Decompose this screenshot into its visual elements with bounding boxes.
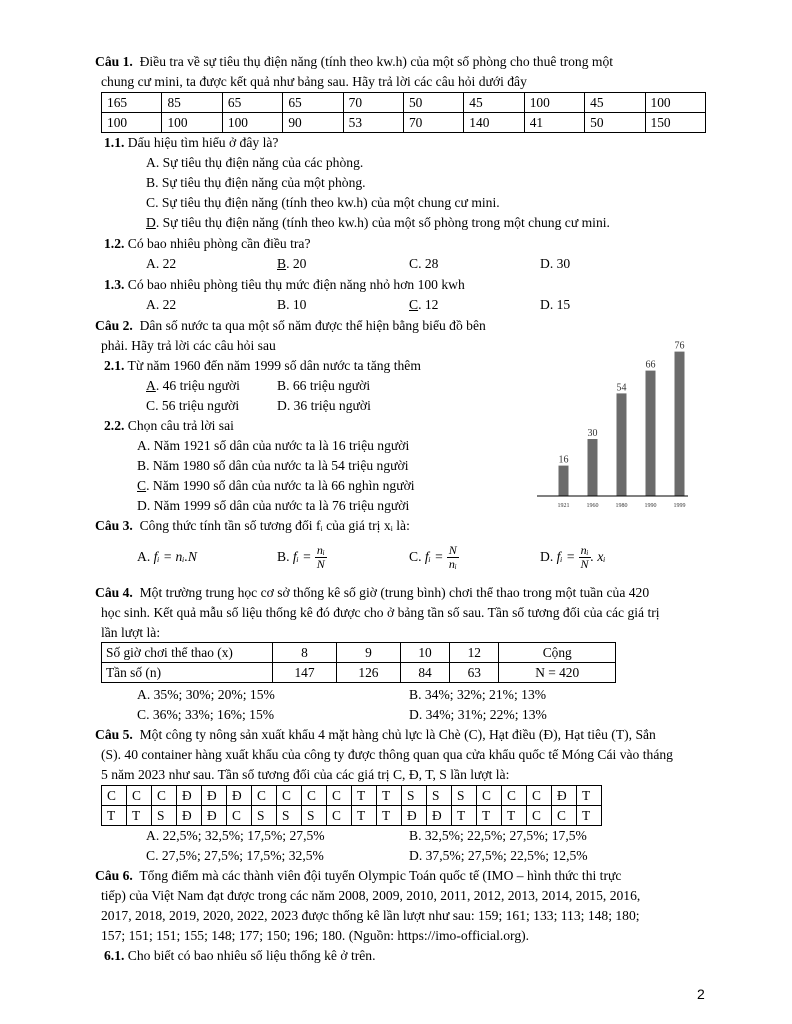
table-row <box>102 806 602 826</box>
fraction-denominator: N <box>580 557 589 572</box>
chart-value-label-1999: 76 <box>674 340 685 352</box>
q2-text2: phải. Hãy trả lời các câu hỏi sau <box>101 338 276 353</box>
table-cell: 50 <box>585 113 645 133</box>
table-cell: S <box>302 806 327 826</box>
chart-tick-label-1980: 1980 <box>615 503 628 509</box>
chart-value-label-1921: 16 <box>558 454 569 466</box>
table-cell: T <box>577 786 602 806</box>
q1-3-option-a: A. 22 <box>146 297 177 312</box>
q1-1-question <box>104 133 278 153</box>
table-cell: T <box>352 806 377 826</box>
table-cell: 45 <box>464 93 524 113</box>
q2-2-label: 2.2. <box>104 418 125 433</box>
table-cell: Đ <box>202 786 227 806</box>
q1-3-text: Có bao nhiêu phòng tiêu thụ mức điện năng nhỏ hơn 100 kwh <box>127 277 465 292</box>
table-cell: 165 <box>102 93 162 113</box>
q4-line1 <box>95 583 649 603</box>
option-text: . 20 <box>286 256 307 271</box>
table-cell: 45 <box>585 93 645 113</box>
table-row <box>102 643 616 663</box>
q1-2-text: Có bao nhiêu phòng cần điều tra? <box>127 236 311 251</box>
q5-text3: 5 năm 2023 như sau. Tần số tương đối của các giá trị C, Đ, T, S lần lượt là: <box>101 767 510 782</box>
population-bar-chart <box>535 326 690 516</box>
q1-line1 <box>95 52 613 72</box>
chart-bar-1999 <box>675 352 685 496</box>
table-cell: 65 <box>222 93 282 113</box>
chart-value-label-1980: 54 <box>616 382 627 394</box>
table-cell: S <box>252 806 277 826</box>
table-cell: T <box>377 806 402 826</box>
chart-bar-1980 <box>617 393 627 496</box>
table-cell: C <box>477 786 502 806</box>
table-cell: 70 <box>403 113 463 133</box>
q2-2-question <box>104 416 234 436</box>
q1-3-option-d: D. 15 <box>540 297 571 312</box>
table-cell: C <box>127 786 152 806</box>
table-cell: C <box>327 786 352 806</box>
q2-1-option-b: B. 66 triệu người <box>277 378 371 393</box>
q4-frequency-table <box>101 642 616 683</box>
fraction-numerator: nᵢ <box>579 544 591 558</box>
q6-text4: 157; 151; 151; 155; 148; 177; 150; 196; 180. (Nguồn: https://imo-official.org). <box>101 928 530 943</box>
table-cell: 65 <box>283 93 343 113</box>
chart-tick-label-1921: 1921 <box>557 503 570 509</box>
table-cell: Đ <box>227 786 252 806</box>
option-text: . 46 triệu người <box>155 378 240 393</box>
q5-text1: Một công ty nông sản xuất khẩu 4 mặt hàng chủ lực là Chè (C), Hạt điều (Đ), Hạt tiêu (T), Sắn <box>139 727 656 742</box>
table-cell: T <box>352 786 377 806</box>
q6-1-question <box>104 946 375 966</box>
table-cell: Số giờ chơi thể thao (x) <box>102 643 273 663</box>
table-cell: C <box>327 806 352 826</box>
table-cell: C <box>527 786 552 806</box>
q5-data-table <box>101 785 602 826</box>
q5-option-d: D. 37,5%; 27,5%; 22,5%; 12,5% <box>409 848 588 863</box>
table-cell: T <box>577 806 602 826</box>
table-cell: S <box>427 786 452 806</box>
q1-1-option-b: B. Sự tiêu thụ điện năng của một phòng. <box>146 175 366 190</box>
q1-2-option-a: A. 22 <box>146 256 177 271</box>
q4-label: Câu 4. <box>95 585 133 600</box>
table-cell: 100 <box>524 93 584 113</box>
q1-3-option-b: B. 10 <box>277 297 307 312</box>
table-cell: 50 <box>403 93 463 113</box>
table-cell: 10 <box>400 643 449 663</box>
chart-value-label-1990: 66 <box>645 359 656 371</box>
q1-data-table <box>101 92 706 133</box>
table-row <box>102 786 602 806</box>
q1-2-question <box>104 234 311 254</box>
table-cell: T <box>377 786 402 806</box>
table-row <box>102 93 706 113</box>
table-cell: S <box>452 786 477 806</box>
table-cell: C <box>302 786 327 806</box>
q3-line <box>95 516 410 536</box>
table-cell: 41 <box>524 113 584 133</box>
table-cell: Đ <box>177 806 202 826</box>
table-cell: C <box>277 786 302 806</box>
q4-text3: lần lượt là: <box>101 625 161 640</box>
q2-1-text: Từ năm 1960 đến năm 1999 số dân nước ta tăng thêm <box>127 358 421 373</box>
table-cell: T <box>502 806 527 826</box>
q2-line1 <box>95 316 486 336</box>
q1-1-option-d <box>146 213 610 233</box>
table-cell: 150 <box>645 113 706 133</box>
formula-fraction <box>315 544 327 571</box>
formula-fraction <box>447 544 459 571</box>
q6-text1: Tổng điểm mà các thành viên đội tuyển Olympic Toán quốc tế (IMO – hình thức thi trực <box>139 868 622 883</box>
q2-2-option-c <box>137 476 415 496</box>
q3-option-b <box>277 540 327 574</box>
table-cell: C <box>152 786 177 806</box>
table-cell: 9 <box>336 643 400 663</box>
table-cell: 8 <box>273 643 337 663</box>
table-cell: T <box>127 806 152 826</box>
table-cell: Đ <box>202 806 227 826</box>
table-cell: S <box>152 806 177 826</box>
q5-option-a: A. 22,5%; 32,5%; 17,5%; 27,5% <box>146 828 325 843</box>
chart-tick-label-1990: 1990 <box>644 503 657 509</box>
q4-option-d: D. 34%; 31%; 22%; 13% <box>409 707 547 722</box>
table-cell: C <box>252 786 277 806</box>
q4-option-b: B. 34%; 32%; 21%; 13% <box>409 687 547 702</box>
answer-letter: C <box>409 297 419 312</box>
option-letter: D. <box>540 549 554 564</box>
answer-letter: C <box>137 478 147 493</box>
table-cell: 100 <box>222 113 282 133</box>
option-text: . Năm 1990 số dân của nước ta là 66 nghìn người <box>146 478 415 493</box>
table-cell: 140 <box>464 113 524 133</box>
chart-bar-1990 <box>646 371 656 496</box>
table-cell: Cộng <box>499 643 616 663</box>
q1-1-label: 1.1. <box>104 135 125 150</box>
q1-2-option-d: D. 30 <box>540 256 571 271</box>
q2-1-question <box>104 356 421 376</box>
table-cell: S <box>402 786 427 806</box>
q1-text1: Điều tra về sự tiêu thụ điện năng (tính theo kw.h) của một số phòng cho thuê trong một <box>139 54 614 69</box>
table-cell: T <box>477 806 502 826</box>
chart-tick-labels <box>558 503 686 509</box>
q6-line1 <box>95 866 621 886</box>
formula-lhs: fᵢ = <box>292 549 312 564</box>
fraction-numerator: nᵢ <box>315 544 327 558</box>
q6-1-label: 6.1. <box>104 948 125 963</box>
table-cell: Đ <box>427 806 452 826</box>
q3-option-a <box>137 540 197 574</box>
formula-tail: . xᵢ <box>590 549 606 564</box>
formula-fraction <box>579 544 591 571</box>
page-number: 2 <box>697 986 705 1002</box>
formula-lhs: fᵢ = <box>556 549 576 564</box>
q4-text2: học sinh. Kết quả mẫu số liệu thống kê đó được cho ở bảng tần số sau. Tần số tương đối của các giá trị <box>101 605 660 620</box>
table-cell: 12 <box>450 643 499 663</box>
q2-1-option-c: C. 56 triệu người <box>146 398 240 413</box>
q2-text1: Dân số nước ta qua một số năm được thể hiện bằng biểu đồ bên <box>139 318 486 333</box>
q3-text: Công thức tính tần số tương đối fᵢ của giá trị xᵢ là: <box>139 518 410 533</box>
fraction-numerator: N <box>448 543 457 558</box>
answer-letter: B <box>277 256 287 271</box>
q5-text2: (S). 40 container hàng xuất khẩu của công ty được thông quan qua cửa khẩu quốc tế Móng Cái vào tháng <box>101 747 673 762</box>
option-letter: A. <box>137 549 151 564</box>
table-row <box>102 113 706 133</box>
q5-line1 <box>95 725 656 745</box>
q1-2-label: 1.2. <box>104 236 125 251</box>
table-cell: C <box>502 786 527 806</box>
q1-1-text: Dấu hiệu tìm hiểu ở đây là? <box>127 135 279 150</box>
q1-3-option-c <box>409 295 438 315</box>
q2-2-option-b: B. Năm 1980 số dân của nước ta là 54 triệu người <box>137 458 409 473</box>
q5-option-b: B. 32,5%; 22,5%; 27,5%; 17,5% <box>409 828 587 843</box>
q1-1-option-c: C. Sự tiêu thụ điện năng (tính theo kw.h) của một chung cư mini. <box>146 195 500 210</box>
table-cell: Đ <box>177 786 202 806</box>
table-cell: Đ <box>552 786 577 806</box>
q2-2-option-d: D. Năm 1999 số dân của nước ta là 76 triệu người <box>137 498 410 513</box>
table-cell: 53 <box>343 113 403 133</box>
formula-lhs: fᵢ = <box>424 549 444 564</box>
q4-option-c: C. 36%; 33%; 16%; 15% <box>137 707 275 722</box>
table-cell: 126 <box>336 663 400 683</box>
q6-1-text: Cho biết có bao nhiêu số liệu thống kê ở trên. <box>127 948 376 963</box>
q2-1-option-a <box>146 376 240 396</box>
table-cell: Đ <box>402 806 427 826</box>
option-text: . Sự tiêu thụ điện năng (tính theo kw.h) của một số phòng trong một chung cư mini. <box>155 215 610 230</box>
table-cell: 85 <box>162 93 222 113</box>
q2-1-option-d: D. 36 triệu người <box>277 398 371 413</box>
q1-2-option-c: C. 28 <box>409 256 439 271</box>
q2-2-text: Chọn câu trả lời sai <box>127 418 234 433</box>
q3-option-d <box>540 540 606 574</box>
table-cell: C <box>552 806 577 826</box>
q1-1-option-a: A. Sự tiêu thụ điện năng của các phòng. <box>146 155 364 170</box>
chart-tick-label-1999: 1999 <box>673 503 686 509</box>
q2-label: Câu 2. <box>95 318 133 333</box>
chart-tick-label-1960: 1960 <box>586 503 599 509</box>
q5-label: Câu 5. <box>95 727 133 742</box>
table-cell: 63 <box>450 663 499 683</box>
table-cell: Tần số (n) <box>102 663 273 683</box>
table-cell: 70 <box>343 93 403 113</box>
table-cell: 90 <box>283 113 343 133</box>
table-cell: C <box>227 806 252 826</box>
table-cell: C <box>527 806 552 826</box>
table-cell: 100 <box>162 113 222 133</box>
option-text: . 12 <box>418 297 439 312</box>
table-cell: 100 <box>102 113 162 133</box>
answer-letter: A <box>146 378 156 393</box>
q2-1-label: 2.1. <box>104 358 125 373</box>
table-cell: 84 <box>400 663 449 683</box>
q1-3-question <box>104 275 465 295</box>
table-row <box>102 663 616 683</box>
option-letter: B. <box>277 549 290 564</box>
table-cell: S <box>277 806 302 826</box>
q4-option-a: A. 35%; 30%; 20%; 15% <box>137 687 275 702</box>
q3-label: Câu 3. <box>95 518 133 533</box>
q1-2-option-b <box>277 254 306 274</box>
formula-a: fᵢ = nᵢ.N <box>153 549 197 564</box>
q3-option-c <box>409 540 459 574</box>
q1-text2: chung cư mini, ta được kết quả như bảng sau. Hãy trả lời các câu hỏi dưới đây <box>101 74 527 89</box>
table-cell: N = 420 <box>499 663 616 683</box>
chart-bar-1960 <box>588 439 598 496</box>
q6-text2: tiếp) của Việt Nam đạt được trong các năm 2008, 2009, 2010, 2011, 2012, 2013, 2014, 2015, 2016, <box>101 888 641 903</box>
table-cell: 100 <box>645 93 706 113</box>
q2-2-option-a: A. Năm 1921 số dân của nước ta là 16 triệu người <box>137 438 410 453</box>
q1-label: Câu 1. <box>95 54 133 69</box>
option-letter: C. <box>409 549 422 564</box>
q6-label: Câu 6. <box>95 868 133 883</box>
chart-value-label-1960: 30 <box>587 428 598 439</box>
q5-option-c: C. 27,5%; 27,5%; 17,5%; 32,5% <box>146 848 324 863</box>
fraction-denominator: N <box>316 557 325 572</box>
chart-bars <box>559 352 685 496</box>
answer-letter: D <box>146 215 156 230</box>
table-cell: 147 <box>273 663 337 683</box>
table-cell: C <box>102 786 127 806</box>
q1-3-label: 1.3. <box>104 277 125 292</box>
table-cell: T <box>102 806 127 826</box>
q4-text1: Một trường trung học cơ sở thống kê số giờ (trung bình) chơi thể thao trong một tuần của 420 <box>139 585 650 600</box>
q6-text3: 2017, 2018, 2019, 2020, 2022, 2023 được thống kê lần lượt như sau: 159; 161; 133; 113; 148; 180; <box>101 908 640 923</box>
table-cell: T <box>452 806 477 826</box>
fraction-denominator: nᵢ <box>448 557 457 572</box>
chart-bar-1921 <box>559 466 569 496</box>
